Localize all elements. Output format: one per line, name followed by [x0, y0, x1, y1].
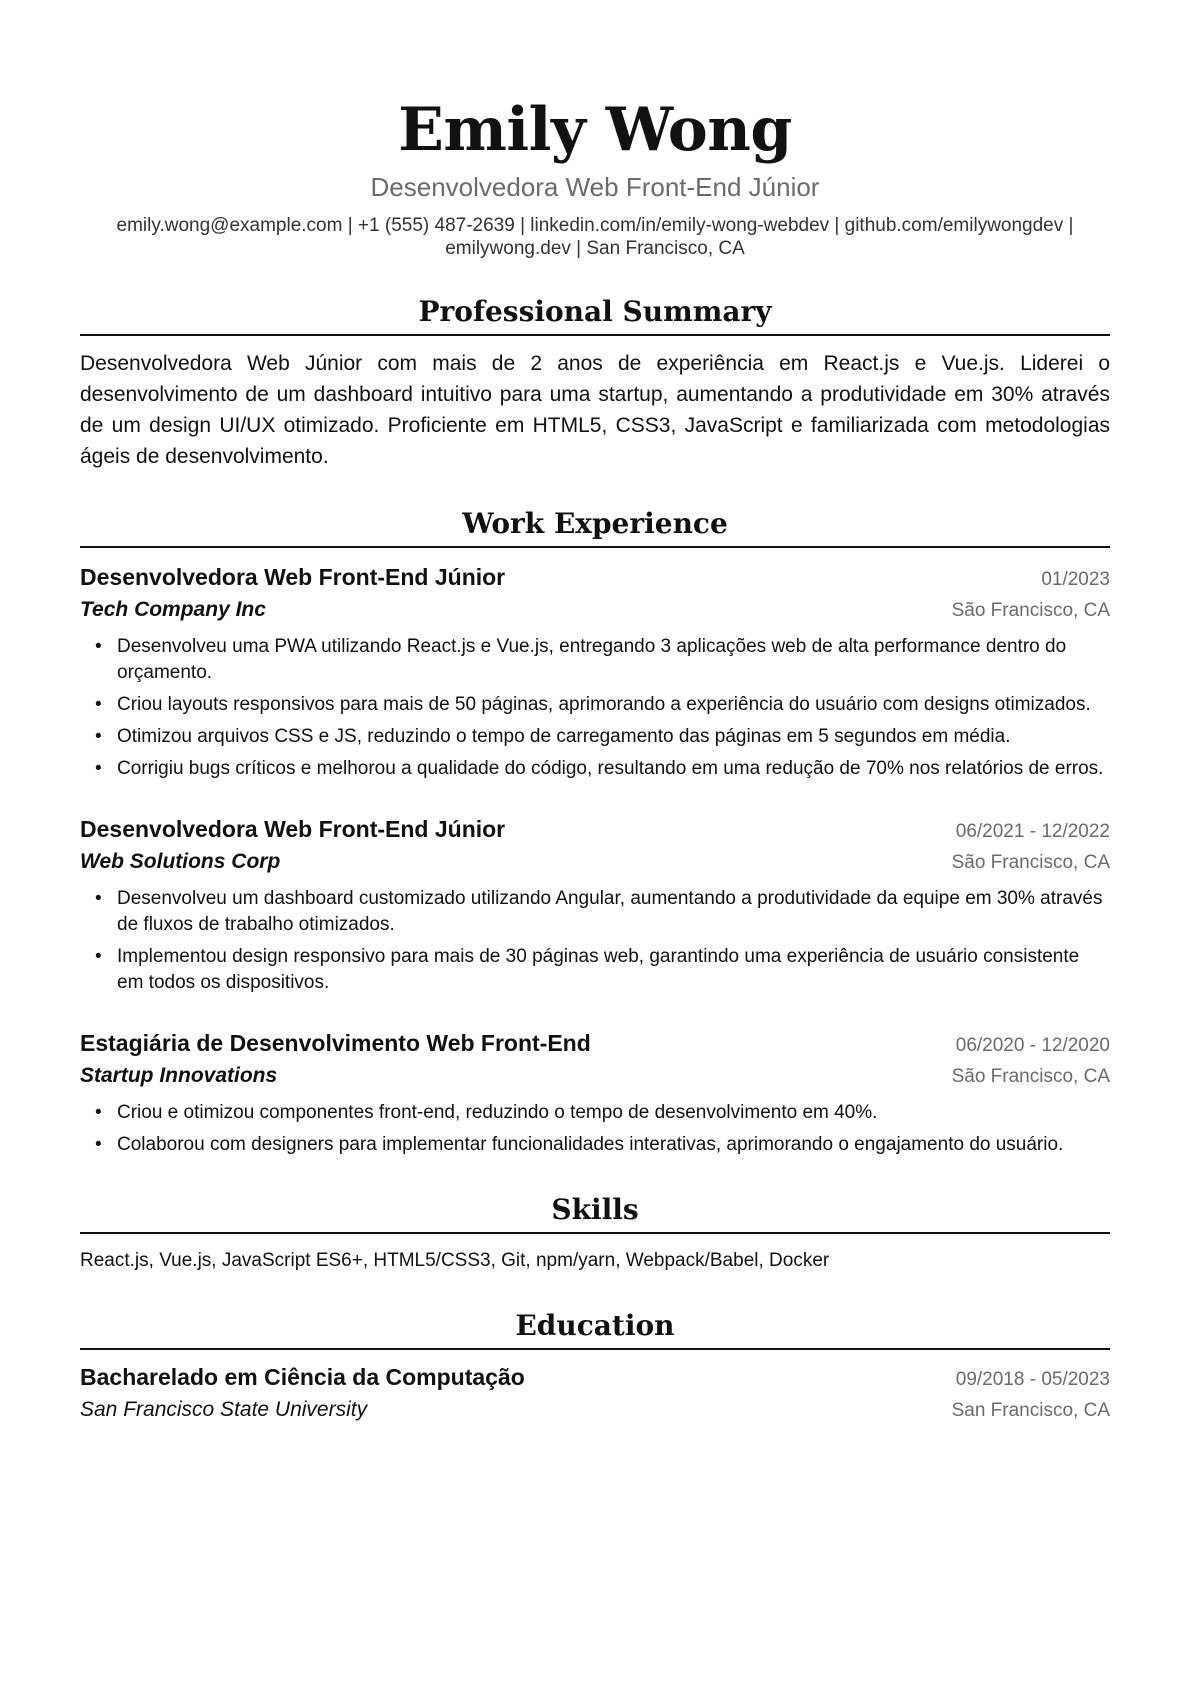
job-entry: [80, 562, 1110, 782]
bullet-icon: •: [95, 726, 102, 747]
bullet-icon: •: [95, 888, 102, 909]
bullet-icon: •: [95, 1134, 102, 1155]
summary-section: [80, 294, 1110, 472]
education-section: [80, 1308, 1110, 1426]
job-company: Web Solutions Corp: [80, 850, 281, 873]
job-date: 06/2020 - 12/2020: [955, 1035, 1110, 1056]
list-item: • Desenvolveu uma PWA utilizando React.js e Vue.js, entregando 3 aplicações web de alta performance dentro do orçamento.: [95, 636, 1067, 683]
list-item: • Desenvolveu um dashboard customizado utilizando Angular, aumentando a produtividade da equipe em 30% através de fluxos de trabalho otimizados.: [95, 888, 1103, 935]
list-item: • Corrigiu bugs críticos e melhorou a qualidade do código, resultando em uma redução de 70% nos relatórios de erros.: [80, 756, 1110, 782]
education-heading: Education: [80, 1308, 1110, 1350]
summary-heading: Professional Summary: [80, 294, 1110, 336]
contact-info: [80, 214, 1110, 260]
job-role: Estagiária de Desenvolvimento Web Front-End: [80, 1030, 591, 1056]
education-entry: [80, 1362, 1110, 1426]
job-company: Tech Company Inc: [80, 598, 266, 621]
summary-text: Desenvolvedora Web Júnior com mais de 2 anos de experiência em React.js e Vue.js. Liderei o desenvolvimento de um dashboard intuitivo para uma startup, aumentando a produtividade em 30% através de um design UI/UX otimizado. Proficiente em HTML5, CSS3, JavaScript e familiarizada com metodologias ágeis de desenvolvimento.: [80, 352, 1110, 468]
job-role: Desenvolvedora Web Front-End Júnior: [80, 816, 506, 842]
job-entry: [80, 814, 1110, 996]
job-bullets: [80, 1100, 1110, 1158]
job-location: São Francisco, CA: [951, 852, 1110, 873]
bullet-icon: •: [95, 1102, 102, 1123]
skills-heading: Skills: [80, 1192, 1110, 1234]
contact-line-2: emilywong.dev | San Francisco, CA: [445, 238, 745, 259]
education-location: San Francisco, CA: [951, 1400, 1110, 1421]
list-item: • Criou layouts responsivos para mais de 50 páginas, aprimorando a experiência do usuário com designs otimizados.: [80, 692, 1110, 718]
candidate-title: Desenvolvedora Web Front-End Júnior: [370, 172, 820, 202]
experience-heading: Work Experience: [80, 506, 1110, 548]
job-date: 01/2023: [1041, 569, 1110, 590]
job-company: Startup Innovations: [80, 1064, 278, 1087]
list-item: • Otimizou arquivos CSS e JS, reduzindo o tempo de carregamento das páginas em 5 segundos em média.: [80, 724, 1110, 750]
skills-text: React.js, Vue.js, JavaScript ES6+, HTML5/CSS3, Git, npm/yarn, Webpack/Babel, Docker: [80, 1250, 830, 1271]
skills-section: [80, 1192, 1110, 1274]
job-location: São Francisco, CA: [951, 1066, 1110, 1087]
bullet-icon: •: [95, 694, 102, 715]
bullet-icon: •: [95, 758, 102, 779]
list-item: • Colaborou com designers para implementar funcionalidades interativas, aprimorando o engajamento do usuário.: [80, 1132, 1110, 1158]
candidate-name: Emily Wong: [398, 95, 792, 165]
bullet-icon: •: [95, 636, 102, 657]
job-bullets: [80, 886, 1110, 996]
education-date: 09/2018 - 05/2023: [955, 1369, 1110, 1390]
job-location: São Francisco, CA: [951, 600, 1110, 621]
job-bullets: [80, 634, 1110, 782]
education-school: San Francisco State University: [80, 1398, 368, 1421]
job-entry: [80, 1028, 1110, 1158]
list-item: • Criou e otimizou componentes front-end, reduzindo o tempo de desenvolvimento em 40%.: [80, 1100, 1110, 1126]
experience-section: [80, 506, 1110, 1158]
contact-line-1: emily.wong@example.com | +1 (555) 487-2639 | linkedin.com/in/emily-wong-webdev | github.com/emilywongdev |: [116, 215, 1074, 236]
bullet-icon: •: [95, 946, 102, 967]
job-date: 06/2021 - 12/2022: [955, 821, 1110, 842]
education-degree: Bacharelado em Ciência da Computação: [80, 1364, 525, 1390]
list-item: • Implementou design responsivo para mais de 30 páginas web, garantindo uma experiência de usuário consistente em todos os dispositivos.: [95, 946, 1080, 993]
job-role: Desenvolvedora Web Front-End Júnior: [80, 564, 506, 590]
